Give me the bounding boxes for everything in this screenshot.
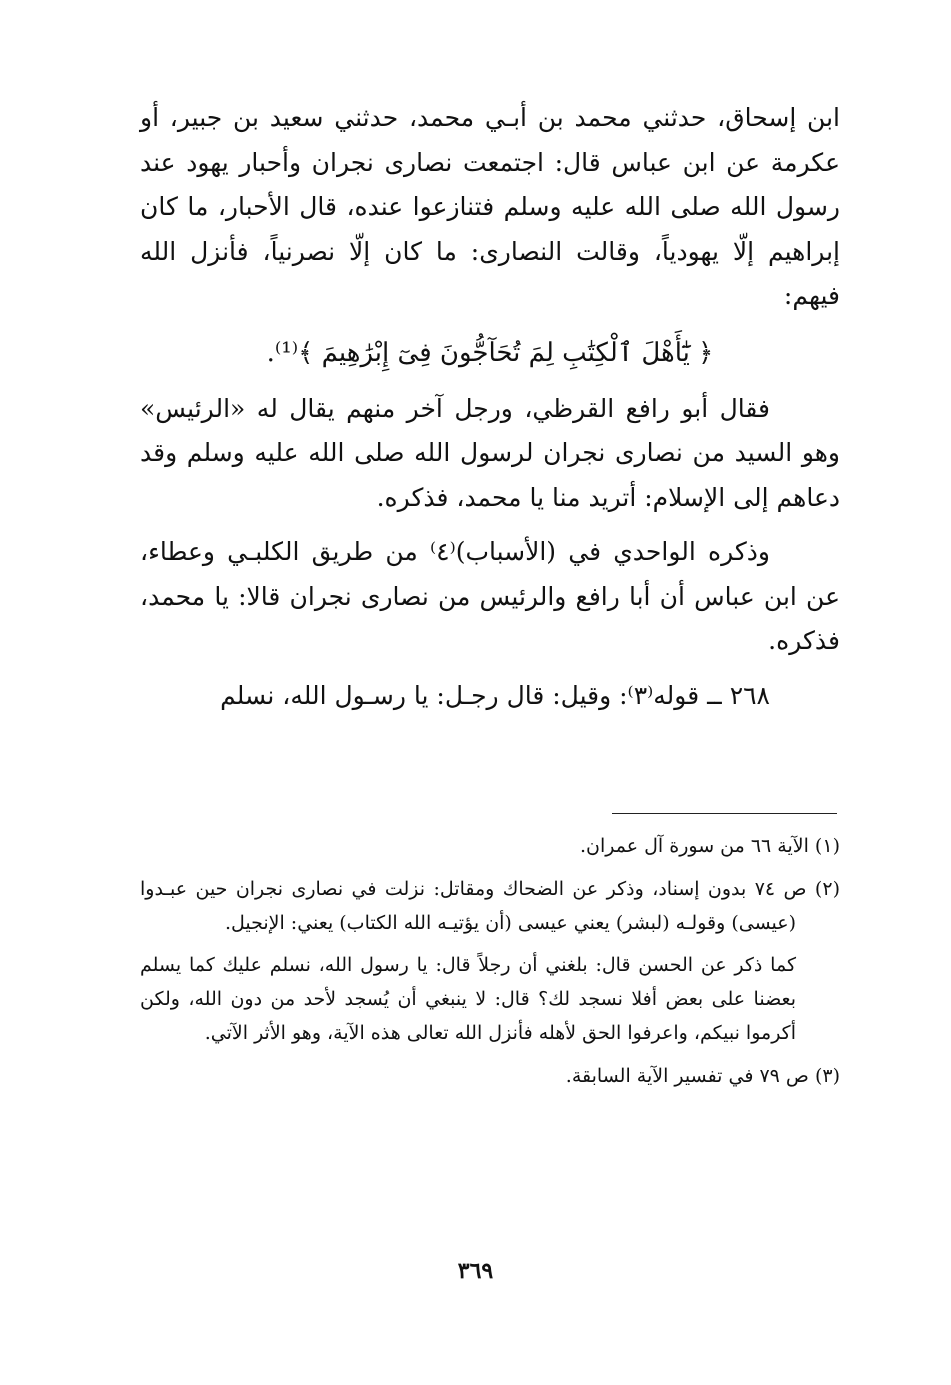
footnote-3: (٣) ص ٧٩ في تفسير الآية السابقة.	[565, 1065, 840, 1087]
footnote-2: (٢) ص ٧٤ بدون إسناد، وذكر عن الضحاك ومقاتل: نزلت في نصارى نجران حين عبـدوا (عيسى) وقولـه (لبشر) يعني عيسى (أن يؤتيـه الله الكتاب) يعني: الإنجيل.	[140, 878, 840, 934]
footnote-2-continuation: كما ذكر عن الحسن قال: بلغني أن رجلاً قال: يا رسول الله، نسلم عليك كما يسلم بعضنا على بعض أفلا نسجد لك؟ قال: لا ينبغي أن يُسجد لأحد من دون الله، ولكن أكرموا نبيكم، واعرفوا الحق لأهله فأنزل الله تعالى هذه الآية، وهو الأثر الآتي.	[140, 954, 796, 1044]
footnote-separator	[612, 813, 837, 814]
paragraph-2: فقال أبو رافع القرظي، ورجل آخر منهم يقال له «الرئيس» وهو السيد من نصارى نجران لرسول الله صلى الله عليه وسلم وقد دعاهم إلى الإسلام: أتريد منا يا محمد، فذكره.	[140, 393, 840, 512]
main-text	[140, 96, 840, 718]
paragraph-3: وذكره الواحدي في (الأسباب)⁽٤⁾ من طريق الكلبـي وعطاء، عن ابن عباس أن أبا رافع والرئيس من نصارى نجران قالا: يا محمد، فذكره.	[140, 537, 840, 655]
quran-verse: ﴿ يَٰٓأَهْلَ ٱلْكِتَٰبِ لِمَ تُحَآجُّونَ فِىٓ إِبْرَٰهِيمَ ﴾⁽¹⁾.	[266, 337, 714, 368]
page-number: ٣٦٩	[457, 1258, 494, 1284]
footnotes	[140, 829, 840, 1093]
paragraph-4: ٢٦٨ ــ قوله⁽٣⁾: وقيل: قال رجـل: يا رسـول الله، نسلم	[220, 680, 770, 710]
paragraph-1: ابن إسحاق، حدثني محمد بن أبـي محمد، حدثني سعيد بن جبير، أو عكرمة عن ابن عباس قال: اجتمعت نصارى نجران وأحبار يهود عند رسول الله صلى الله عليه وسلم فتنازعوا عنده، قال الأحبار، ما كان إبراهيم إلّا يهودياً، وقالت النصارى: ما كان إلّا نصرنياً، فأنزل الله فيهم:	[140, 103, 840, 310]
footnote-1: (١) الآية ٦٦ من سورة آل عمران.	[580, 835, 840, 857]
